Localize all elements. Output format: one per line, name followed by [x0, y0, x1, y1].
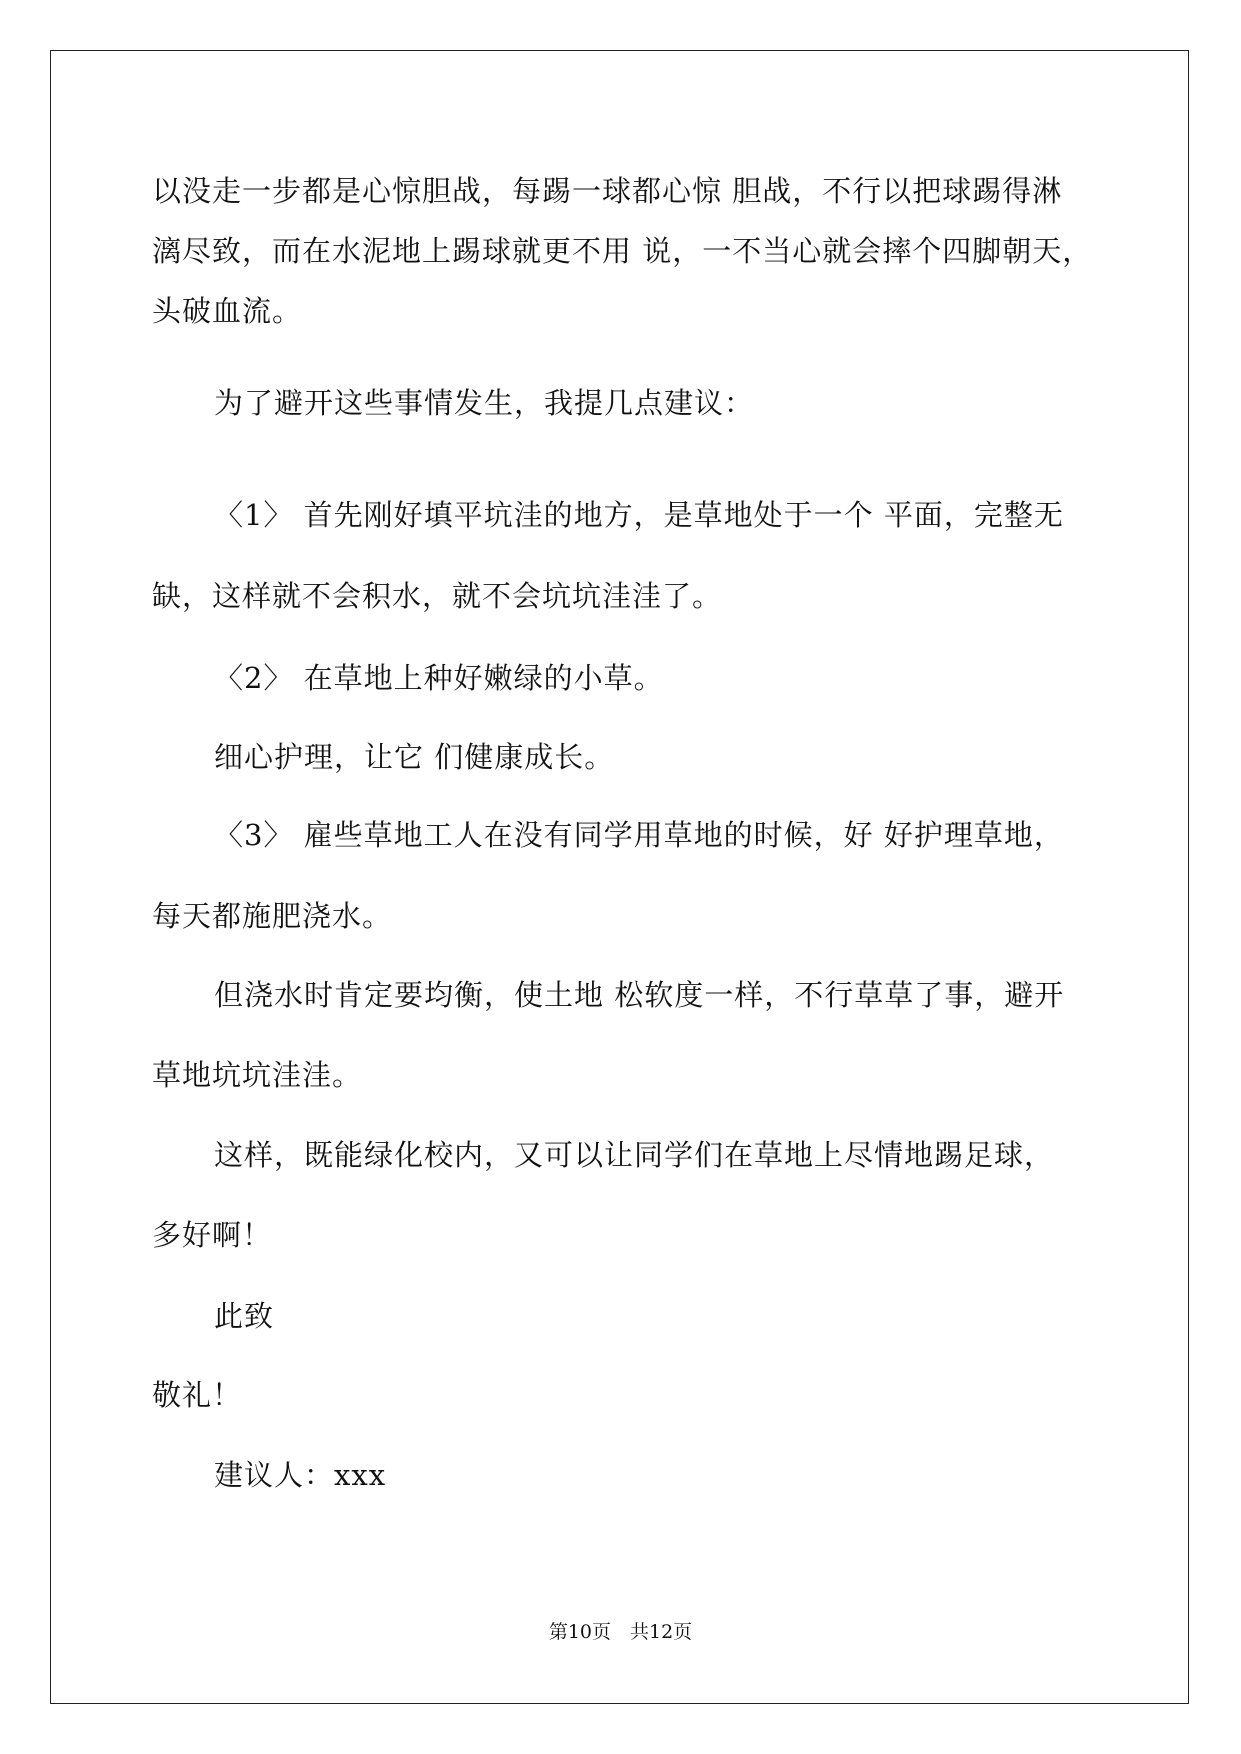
paragraph-line: 以没走一步都是心惊胆战，每踢一球都心惊 胆战，不行以把球踢得淋 [152, 174, 1063, 208]
page-number-footer: 第10页 共12页 [548, 1621, 693, 1643]
paragraph-line: 头破血流。 [152, 294, 303, 328]
list-item-3: 〈3〉 雇些草地工人在没有同学用草地的时候，好 好护理草地， [214, 818, 1064, 852]
list-item-1: 〈1〉 首先刚好填平坑洼的地方，是草地处于一个 平面，完整无 [214, 498, 1064, 532]
paragraph-line: 漓尽致，而在水泥地上踢球就更不用 说，一不当心就会摔个四脚朝天， [152, 234, 1093, 268]
paragraph-line: 多好啊！ [152, 1218, 273, 1252]
paragraph-line: 这样，既能绿化校内，又可以让同学们在草地上尽情地踢足球， [214, 1138, 1055, 1172]
paragraph-line: 缺，这样就不会积水，就不会坑坑洼洼了。 [152, 579, 723, 613]
paragraph-line: 草地坑坑洼洼。 [152, 1058, 363, 1092]
paragraph-line: 每天都施肥浇水。 [152, 899, 393, 933]
closing-salutation: 此致 [214, 1299, 275, 1333]
paragraph-line: 细心护理，让它 们健康成长。 [214, 740, 615, 774]
closing-respect: 敬礼！ [152, 1378, 243, 1412]
signature-line: 建议人：xxx [214, 1458, 387, 1492]
paragraph-line: 但浇水时肯定要均衡，使土地 松软度一样，不行草草了事，避开 [214, 978, 1065, 1012]
paragraph-line: 为了避开这些事情发生，我提几点建议： [214, 386, 755, 420]
list-item-2: 〈2〉 在草地上种好嫩绿的小草。 [214, 661, 664, 695]
